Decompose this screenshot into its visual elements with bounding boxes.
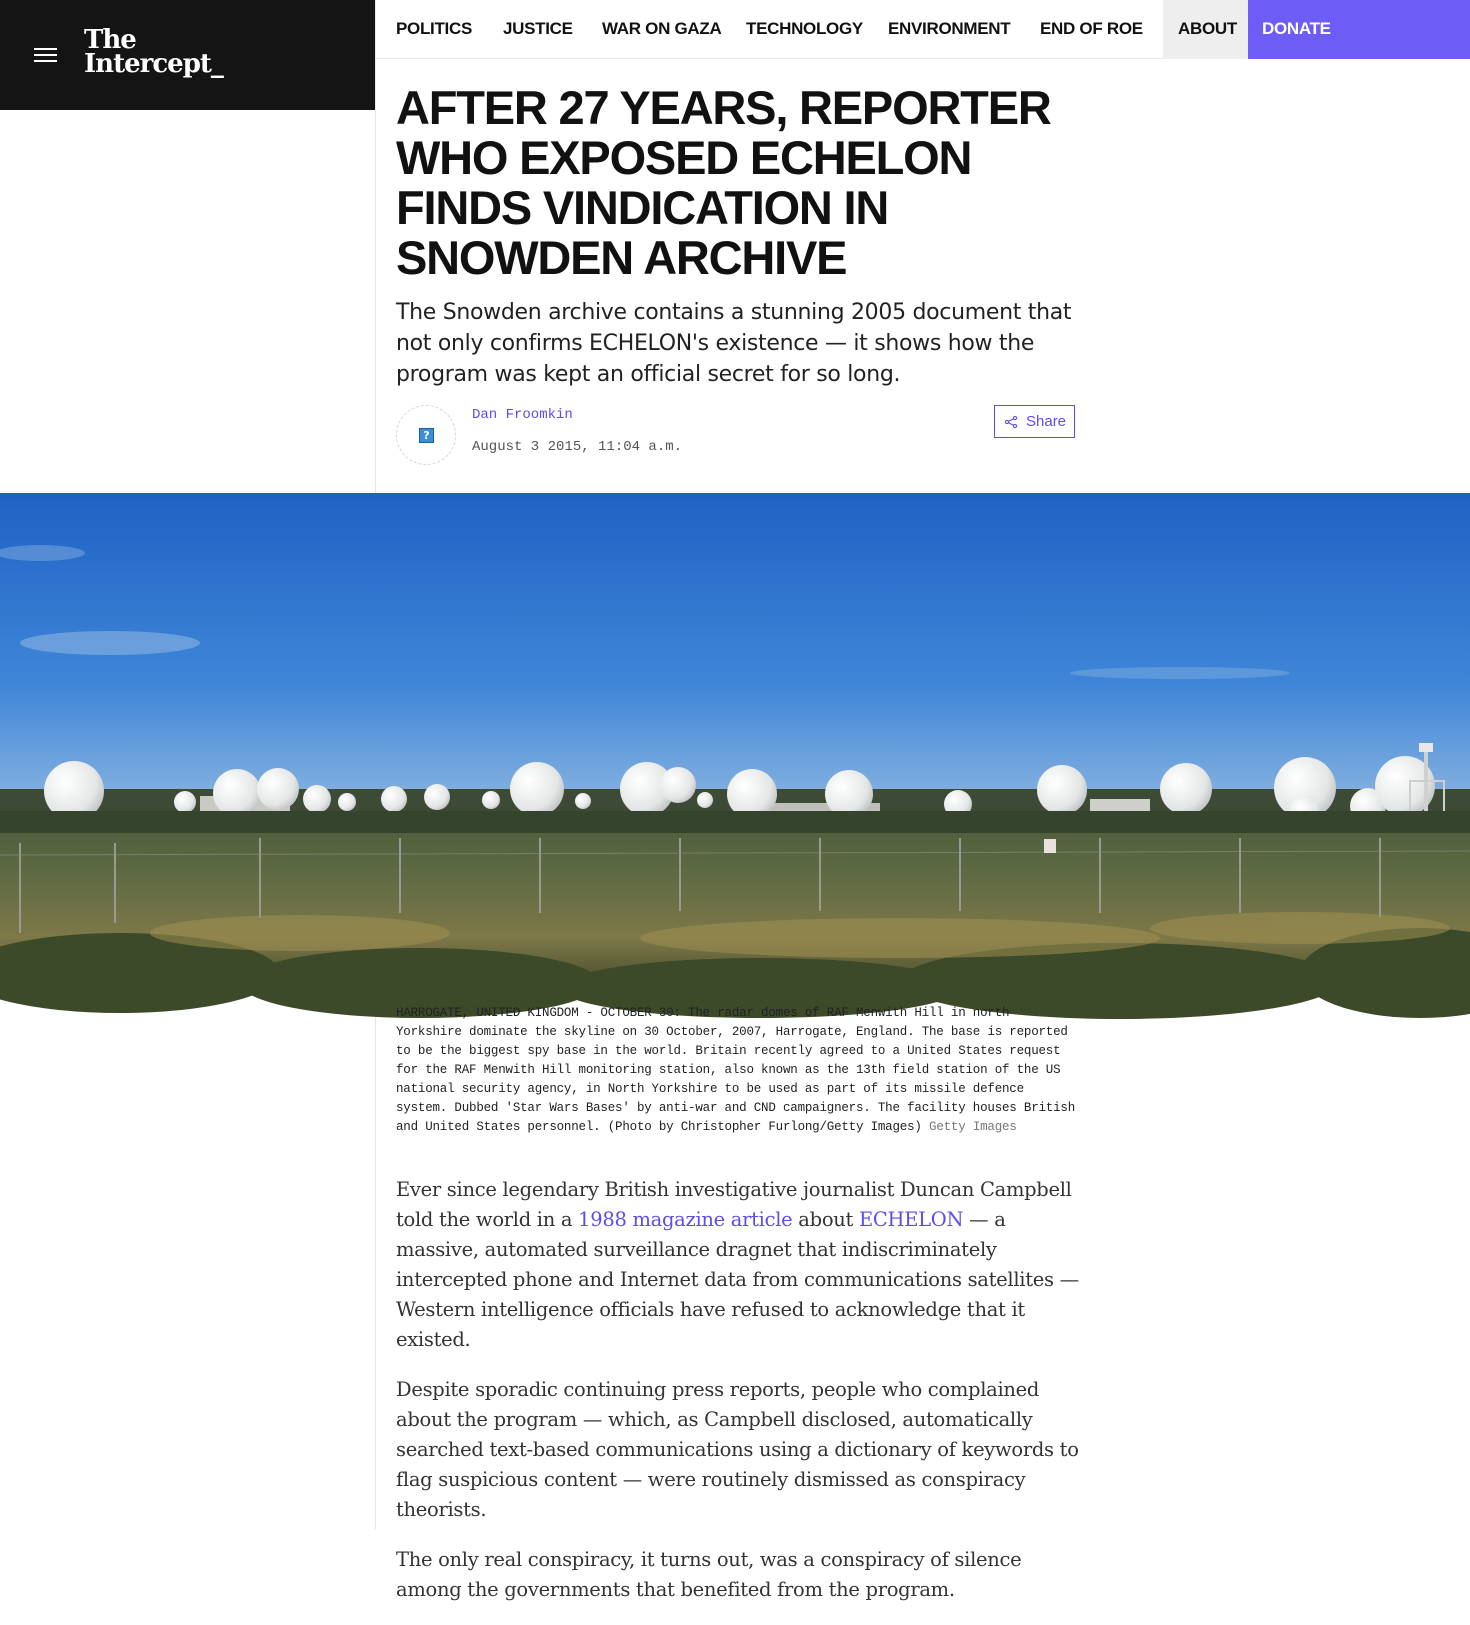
nav-about-label: ABOUT — [1178, 19, 1237, 38]
share-label: Share — [1026, 413, 1067, 430]
nav-item-justice[interactable]: JUSTICE — [503, 19, 573, 38]
body-paragraph-1 — [396, 1175, 1086, 1355]
nav-item-war-on-gaza[interactable]: WAR ON GAZA — [602, 19, 722, 38]
publish-date: August 3 2015, 11:04 a.m. — [472, 439, 683, 455]
column-divider — [375, 991, 376, 1529]
column-divider — [375, 0, 376, 493]
nav-item-environment[interactable]: ENVIRONMENT — [888, 19, 1011, 38]
logo-line-2: Intercept_ — [84, 49, 223, 79]
photo-caption-text: HARROGATE, UNITED KINGDOM - OCTOBER 30: The radar domes of RAF Menwith Hill in north Yorkshire dominate the skyline on 30 October, 2007, Harrogate, England. The base is reported to be the biggest spy base in the world. Britain recently agreed to a United States request for the RAF Menwith Hill monitoring station, also known as the 13th field station of the US national security agency, in North Yorkshire to be used as part of its missile defence system. Dubbed 'Star Wars Bases' by anti-war and CND campaigners. The facility houses British and United States personnel. (Photo by Christopher Furlong/Getty Images) — [396, 1006, 1076, 1134]
echelon-link[interactable]: ECHELON — [858, 1208, 964, 1231]
hamburger-menu-icon[interactable] — [34, 48, 57, 62]
author-link[interactable]: Dan Froomkin — [472, 407, 573, 423]
photo-caption — [396, 1004, 1080, 1137]
photo-credit: Getty Images — [929, 1120, 1017, 1134]
article-headline: AFTER 27 YEARS, REPORTER WHO EXPOSED ECHELON FINDS VINDICATION IN SNOWDEN ARCHIVE — [396, 81, 1051, 284]
top-navigation — [376, 0, 1470, 59]
nav-item-end-of-roe[interactable]: END OF ROE — [1040, 19, 1143, 38]
nav-item-technology[interactable]: TECHNOLOGY — [746, 19, 863, 38]
hero-photo — [0, 493, 1470, 991]
article-body — [396, 1175, 1086, 1625]
logo-line-1: The — [84, 25, 136, 55]
article-dek: The Snowden archive contains a stunning 2005 document that not only confirms ECHELON's existence — it shows how the program was kept an official secret for so long. — [396, 300, 1072, 387]
share-icon — [1004, 415, 1018, 429]
nav-donate-button[interactable] — [1248, 0, 1470, 59]
nav-item-politics[interactable]: POLITICS — [396, 19, 472, 38]
site-header-logo-block — [0, 0, 375, 110]
nav-donate-label: DONATE — [1262, 19, 1331, 38]
body-p1-text-1: Ever since legendary British investigative journalist Duncan Campbell told the world in a — [396, 1178, 1072, 1231]
body-p1-text-2: about — [792, 1208, 859, 1231]
magazine-article-link[interactable]: 1988 magazine article — [578, 1208, 793, 1231]
site-logo[interactable] — [84, 25, 223, 79]
share-button[interactable] — [994, 405, 1075, 438]
author-avatar[interactable] — [396, 405, 456, 465]
body-p1-text-3: — a massive, automated surveillance dragnet that indiscriminately intercepted phone and Internet data from communications satellites — Western intelligence officials have refused to acknowledge that it existed. — [396, 1208, 1079, 1351]
nav-about-button[interactable] — [1163, 0, 1248, 59]
broken-image-icon: ? — [419, 428, 434, 443]
body-paragraph-2: Despite sporadic continuing press reports, people who complained about the program — which, as Campbell disclosed, automatically searched text-based communications using a dictionary of keywords to flag suspicious content — were routinely dismissed as conspiracy theorists. — [396, 1378, 1079, 1521]
body-paragraph-3: The only real conspiracy, it turns out, was a conspiracy of silence among the governments that benefited from the program. — [396, 1548, 1022, 1601]
